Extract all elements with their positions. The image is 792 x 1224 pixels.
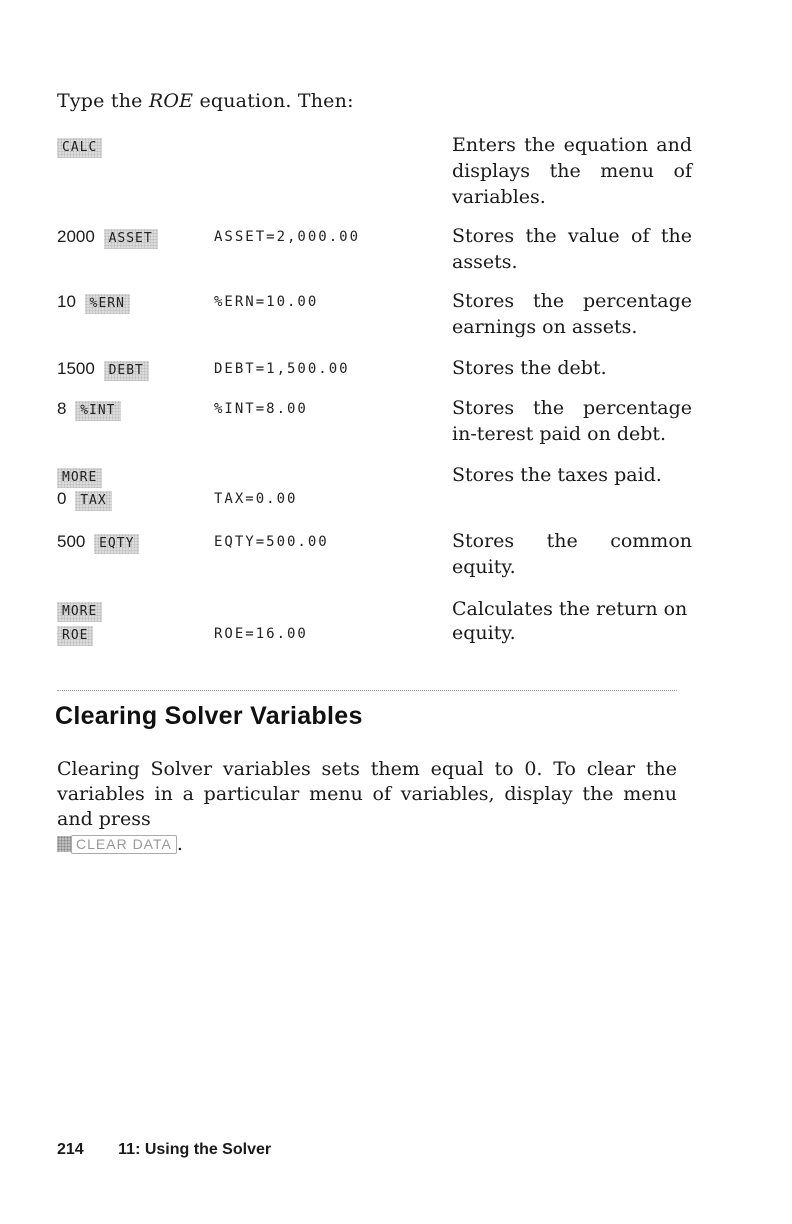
- menu-key: ROE: [57, 626, 93, 646]
- keystroke: [57, 532, 139, 554]
- menu-key: MORE: [57, 602, 102, 622]
- step-description: Stores the percentage earnings on assets.: [452, 290, 692, 338]
- page-footer: [57, 1141, 271, 1159]
- display-readout: DEBT=1,500.00: [214, 361, 350, 377]
- menu-key: TAX: [75, 491, 111, 511]
- display-readout: ASSET=2,000.00: [214, 229, 361, 245]
- menu-key: ASSET: [104, 229, 158, 249]
- section-divider: [57, 690, 677, 691]
- step-description: Stores the debt.: [452, 357, 607, 379]
- step-description: Stores the common equity.: [452, 530, 692, 578]
- entry-number: 2000: [57, 227, 95, 246]
- keystroke: [57, 227, 158, 249]
- display-readout: EQTY=500.00: [214, 534, 329, 550]
- step-description: equity.: [452, 622, 516, 644]
- menu-key: %ERN: [85, 294, 130, 314]
- step-description: Stores the taxes paid.: [452, 464, 662, 486]
- paragraph-end: .: [176, 833, 183, 855]
- keystroke: [57, 292, 130, 314]
- step-description: Calculates the return on: [452, 598, 688, 620]
- entry-number: 0: [57, 489, 67, 508]
- keystroke: [57, 136, 102, 158]
- intro-suffix: equation. Then:: [199, 90, 354, 112]
- paragraph-text: Clearing Solver variables sets them equal to 0. To clear the variables in a particular menu of variables, display the menu and press: [57, 758, 677, 830]
- keystroke: [57, 624, 93, 646]
- shift-key-icon: [57, 836, 71, 852]
- section-heading: Clearing Solver Variables: [55, 702, 363, 730]
- display-readout: ROE=16.00: [214, 626, 308, 642]
- menu-key: DEBT: [104, 361, 149, 381]
- clear-data-key: CLEAR DATA: [71, 835, 177, 854]
- step-description: Enters the equation and displays the menu of variables.: [452, 134, 692, 208]
- entry-number: 1500: [57, 359, 95, 378]
- intro-term: ROE: [148, 90, 194, 112]
- keystroke: [57, 359, 149, 381]
- step-description: Stores the value of the assets.: [452, 225, 692, 273]
- page-number: 214: [57, 1141, 84, 1158]
- display-readout: TAX=0.00: [214, 491, 298, 507]
- intro-prefix: Type the: [57, 90, 143, 112]
- menu-key: CALC: [57, 138, 102, 158]
- entry-number: 500: [57, 532, 86, 551]
- keystroke: [57, 600, 102, 622]
- display-readout: %ERN=10.00: [214, 294, 319, 310]
- keystroke: [57, 466, 102, 488]
- display-readout: %INT=8.00: [214, 401, 308, 417]
- intro-text: [57, 90, 354, 112]
- entry-number: 10: [57, 292, 76, 311]
- menu-key: EQTY: [94, 534, 139, 554]
- entry-number: 8: [57, 399, 67, 418]
- keystroke: [57, 399, 121, 421]
- step-description: Stores the percentage in-terest paid on debt.: [452, 397, 692, 445]
- menu-key: %INT: [75, 401, 120, 421]
- chapter-title: 11: Using the Solver: [118, 1141, 272, 1158]
- keystroke: [57, 489, 112, 511]
- menu-key: MORE: [57, 468, 102, 488]
- section-paragraph: [57, 757, 677, 857]
